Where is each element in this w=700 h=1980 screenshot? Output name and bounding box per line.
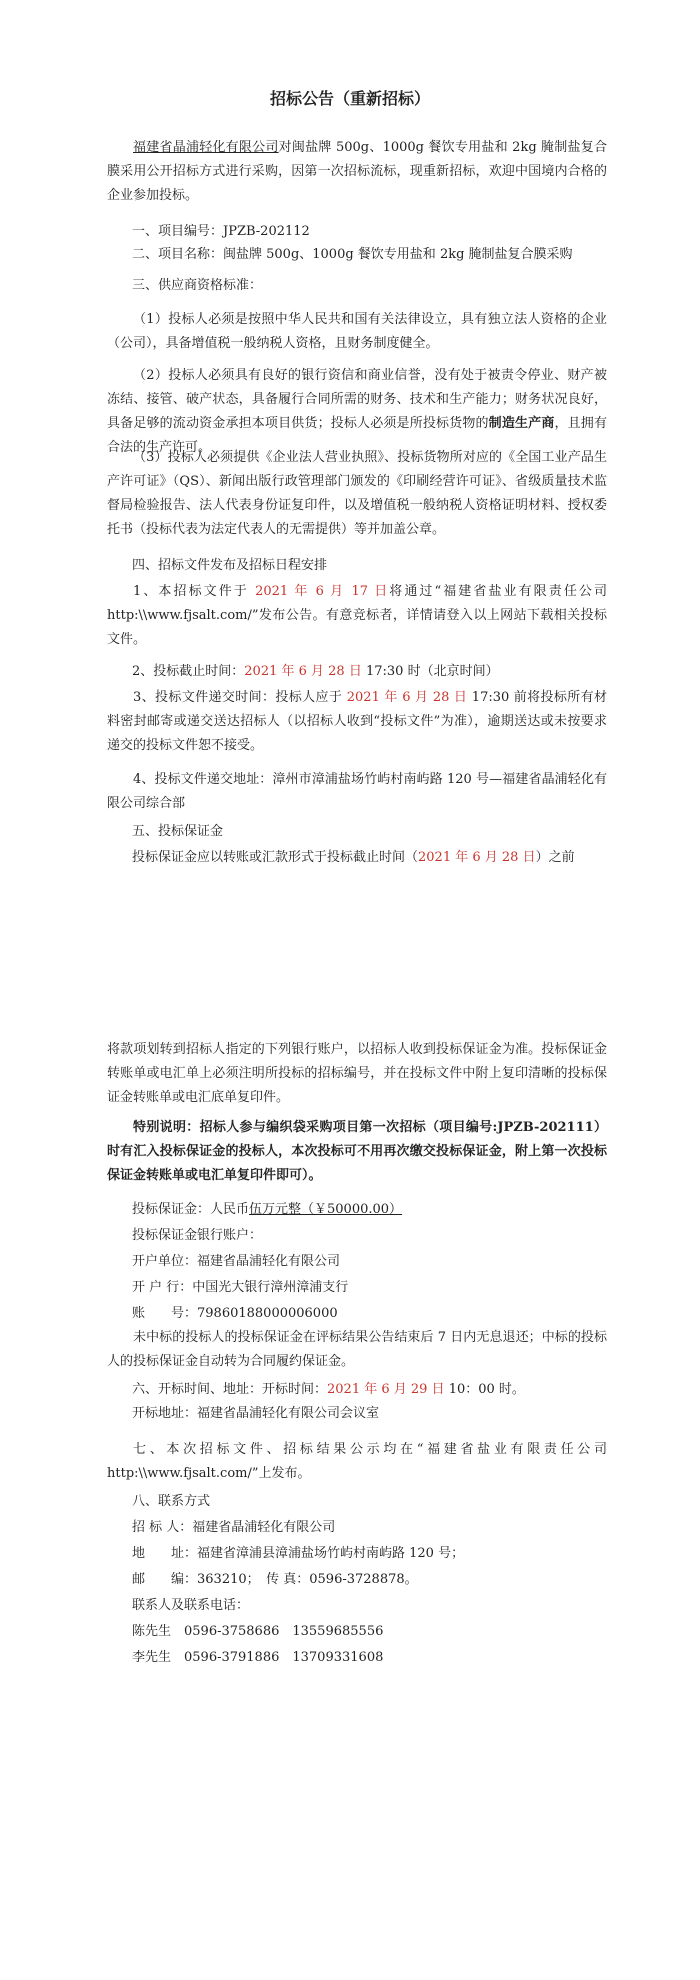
- special-note: 特别说明：招标人参与编织袋采购项目第一次招标（项目编号:JPZB-202111）时有汇入投标保证金的投标人，本次投标可不用再次缴交投标保证金，附上第一次投标保证金转账单或电汇单复印件即可）。: [107, 1120, 607, 1183]
- release-date: 2021 年 6 月 17 日: [255, 584, 390, 599]
- opening-time: [132, 1380, 525, 1400]
- contact-person-1: 陈先生 0596-3758686 13559685556: [132, 1624, 384, 1639]
- contact-heading: 八、联系方式: [132, 1494, 211, 1509]
- deadline-date: 2021 年 6 月 28 日: [244, 664, 362, 679]
- schedule-3-text: 3、投标文件递交时间：投标人应于: [133, 690, 347, 705]
- deadline-time: 17:30 时（北京时间）: [361, 664, 499, 679]
- project-name: 二、项目名称：闽盐牌 500g、1000g 餐饮专用盐和 2kg 腌制盐复合膜采购: [132, 247, 573, 262]
- publication-note: 七、本次招标文件、招标结果公示均在“福建省盐业有限责任公司 http:\\www.fjsalt.com/”上发布。: [107, 1442, 607, 1481]
- opening-date: 2021 年 6 月 29 日: [327, 1382, 445, 1397]
- contact-people-label: 联系人及联系电话：: [132, 1598, 250, 1613]
- qualification-1: （1）投标人必须是按照中华人民共和国有关法律设立，具有独立法人资格的企业（公司），具备增值税一般纳税人资格，且财务制度健全。: [107, 312, 607, 351]
- deposit-paragraph-cont: 将款项划转到招标人指定的下列银行账户，以招标人收到投标保证金为准。投标保证金转账单或电汇单上必须注明所投标的招标编号，并在投标文件中附上复印清晰的投标保证金转账单或电汇底单复印件。: [107, 1042, 607, 1105]
- contact-postal: 邮 编：363210； 传 真：0596-3728878。: [132, 1572, 418, 1587]
- qualification-heading: 三、供应商资格标准：: [132, 278, 263, 293]
- deposit-text: 投标保证金应以转账或汇款形式于投标截止时间（: [132, 850, 419, 865]
- bank-account: 账 号：79860188000006000: [132, 1306, 338, 1321]
- deposit-date: 2021 年 6 月 28 日: [418, 850, 536, 865]
- opening-clock: 10：00 时。: [444, 1382, 525, 1397]
- deadline-label: 2、投标截止时间：: [132, 664, 245, 679]
- qualification-2-text: （2）投标人必须具有良好的银行资信和商业信誉，没有处于被责令停业、财产被冻结、接管、破产状态，具备履行合同所需的财务、技术和生产能力；财务状况良好，具备足够的流动资金承担本项目供货；投标人必须是所投标货物的: [107, 368, 607, 431]
- bank-unit: 开户单位：福建省晶浦轻化有限公司: [132, 1254, 341, 1269]
- opening-label: 六、开标时间、地址：开标时间：: [132, 1382, 328, 1397]
- submission-date: 2021 年 6 月 28 日: [346, 690, 468, 705]
- bank-branch: 开 户 行：中国光大银行漳州漳浦支行: [132, 1280, 349, 1295]
- schedule-1-tail: 将通过“福建省盐业有限责任公司 http:\\www.fjsalt.com/”发布公告。有意竞标者，详情请登入以上网站下载相关投标文件。: [107, 584, 607, 647]
- schedule-2: [132, 662, 499, 682]
- deposit-amount: [132, 1200, 402, 1220]
- qualification-3: （3）投标人必须提供《企业法人营业执照》、投标货物所对应的《全国工业产品生产许可证》（QS）、新闻出版行政管理部门颁发的《印刷经营许可证》、省级质量技术监督局检验报告、法人代表身份证复印件，以及增值税一般纳税人资格证明材料、授权委托书（投标代表为法定代表人的无需提供）等并加盖公章。: [107, 450, 607, 537]
- qualification-2-bold: 制造生产商: [488, 416, 555, 431]
- schedule-heading: 四、招标文件发布及招标日程安排: [132, 558, 328, 573]
- schedule-4: 4、投标文件递交地址：漳州市漳浦盐场竹屿村南屿路 120 号—福建省晶浦轻化有限公司综合部: [107, 772, 607, 811]
- company-name: 福建省晶浦轻化有限公司: [133, 140, 279, 155]
- contact-address: 地 址：福建省漳浦县漳浦盐场竹屿村南屿路 120 号；: [132, 1546, 465, 1561]
- contact-tenderer: 招 标 人：福建省晶浦轻化有限公司: [132, 1520, 336, 1535]
- opening-venue: 开标地址：福建省晶浦轻化有限公司会议室: [132, 1406, 380, 1421]
- intro-text: 对闽盐牌 500g、1000g 餐饮专用盐和 2kg 腌制盐复合膜采用公开招标方式进行采购，因第一次招标流标，现重新招标，欢迎中国境内合格的企业参加投标。: [107, 140, 607, 203]
- schedule-3: [107, 686, 607, 758]
- deposit-amount-label: 投标保证金：人民币: [132, 1202, 250, 1217]
- contact-person-2: 李先生 0596-3791886 13709331608: [132, 1650, 384, 1665]
- schedule-1: [107, 580, 607, 652]
- deposit-amount-value: 伍万元整（￥50000.00）: [249, 1202, 403, 1217]
- page-title: 招标公告（重新招标）: [269, 89, 430, 108]
- refund-note: 未中标的投标人的投标保证金在评标结果公告结束后 7 日内无息退还；中标的投标人的投标保证金自动转为合同履约保证金。: [107, 1330, 607, 1369]
- schedule-1-text: 1、本招标文件于: [133, 584, 256, 599]
- project-number: 一、项目编号：JPZB-202112: [132, 224, 310, 239]
- schedule-3-tail: 17:30 前将投标所有材料密封邮寄或递交送达招标人（以招标人收到“投标文件”为准），逾期送达或未按要求递交的投标文件恕不接受。: [107, 690, 608, 753]
- deposit-paragraph-start: [132, 848, 575, 868]
- bank-title: 投标保证金银行账户：: [132, 1228, 263, 1243]
- deposit-tail: ）之前: [535, 850, 575, 865]
- deposit-heading: 五、投标保证金: [132, 824, 224, 839]
- intro-paragraph: [107, 136, 607, 208]
- qualification-2-tail: ，且拥有合法的生产许可。: [107, 416, 607, 455]
